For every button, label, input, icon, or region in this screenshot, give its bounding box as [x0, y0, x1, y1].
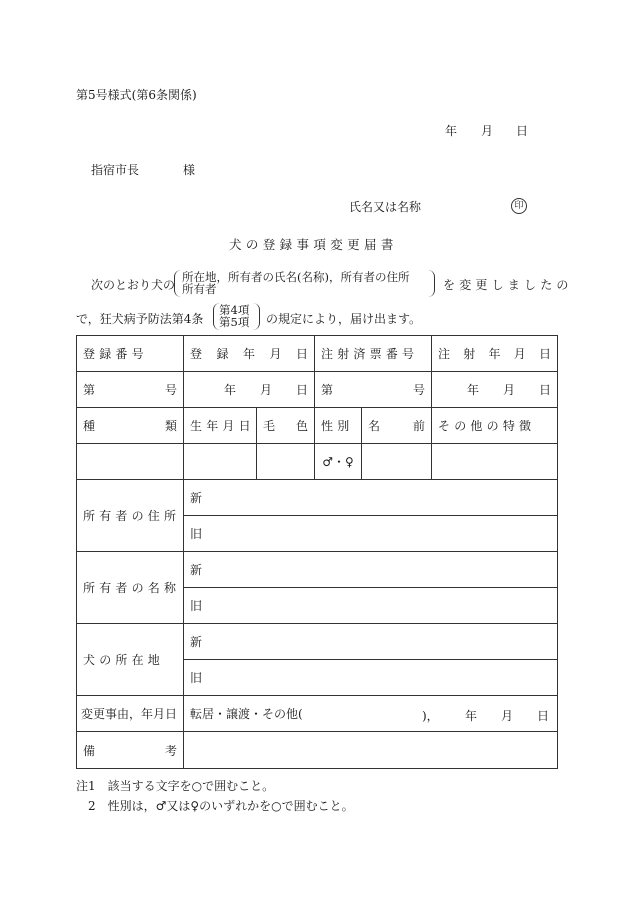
- injection-date-field[interactable]: 年 月 日: [432, 372, 558, 408]
- registration-date-field[interactable]: 年 月 日: [184, 372, 315, 408]
- remarks-field[interactable]: [184, 732, 558, 769]
- date-day: 日: [516, 124, 529, 138]
- intro-line2-end: の規定により，届け出ます。: [266, 312, 422, 326]
- addressee: 指宿市長: [91, 163, 140, 177]
- applicant-label: 氏名又は名称: [349, 200, 422, 214]
- seal-icon: 印: [511, 198, 527, 214]
- owner-name-old-field[interactable]: 旧: [184, 588, 558, 624]
- header-other-features: その他の特徴: [432, 408, 558, 444]
- choice2-option1: 第4項: [219, 303, 250, 317]
- header-dog-name: 名 前: [362, 408, 432, 444]
- owner-address-new-field[interactable]: 新: [184, 480, 558, 516]
- addressee-honorific: 様: [183, 163, 196, 177]
- injection-tag-number-field[interactable]: 第 号: [315, 372, 432, 408]
- dog-location-old-field[interactable]: 旧: [184, 660, 558, 696]
- change-reason-field[interactable]: 転居・譲渡・その他( )， 年 月 日: [184, 696, 558, 732]
- left-brace: [174, 270, 181, 297]
- right-brace: [428, 270, 435, 297]
- birth-date-field[interactable]: [184, 444, 257, 480]
- breed-field[interactable]: [77, 444, 184, 480]
- header-injection-date: 注 射 年 月 日: [432, 336, 558, 372]
- other-features-field[interactable]: [432, 444, 558, 480]
- owner-name-label: 所有者の名称: [77, 552, 184, 624]
- remarks-label: 備 考: [77, 732, 184, 769]
- header-birth-date: 生年月日: [184, 408, 257, 444]
- dog-location-label: 犬の所在地: [77, 624, 184, 696]
- intro-line1-start: 次のとおり犬の: [91, 278, 176, 292]
- header-sex: 性別: [315, 408, 362, 444]
- header-registration-date: 登 録 年 月 日: [184, 336, 315, 372]
- note-1: 注1 該当する文字を○で囲むこと。: [76, 779, 275, 793]
- coat-color-field[interactable]: [257, 444, 315, 480]
- intro-line1-end: を変更しましたの: [443, 278, 573, 292]
- change-reason-label: 変更事由，年月日: [77, 696, 184, 732]
- owner-address-old-field[interactable]: 旧: [184, 516, 558, 552]
- header-injection-tag-number: 注射済票番号: [315, 336, 432, 372]
- intro-line2-start: で，狂犬病予防法第4条: [76, 312, 204, 326]
- page-title: 犬の登録事項変更届書: [229, 237, 398, 252]
- header-registration-number: 登録番号: [77, 336, 184, 372]
- dog-name-field[interactable]: [362, 444, 432, 480]
- sex-field[interactable]: ♂・♀: [315, 444, 362, 480]
- header-breed: 種 類: [77, 408, 184, 444]
- note-2: 2 性別は，♂又は♀のいずれかを○で囲むこと。: [88, 799, 354, 813]
- dog-location-new-field[interactable]: 新: [184, 624, 558, 660]
- header-coat-color: 毛 色: [257, 408, 315, 444]
- owner-address-label: 所有者の住所: [77, 480, 184, 552]
- form-number: 第5号様式(第6条関係): [76, 88, 197, 102]
- date-year: 年: [445, 124, 458, 138]
- choice2-option2: 第5項: [219, 315, 250, 329]
- right-brace: [253, 303, 260, 330]
- choice1-option1: 所在地，所有者の氏名(名称)，所有者の住所: [182, 270, 410, 284]
- registration-number-field[interactable]: 第 号: [77, 372, 184, 408]
- owner-name-new-field[interactable]: 新: [184, 552, 558, 588]
- choice1-option2: 所有者: [182, 282, 217, 296]
- date-month: 月: [481, 124, 494, 138]
- dog-registration-table: [76, 335, 558, 769]
